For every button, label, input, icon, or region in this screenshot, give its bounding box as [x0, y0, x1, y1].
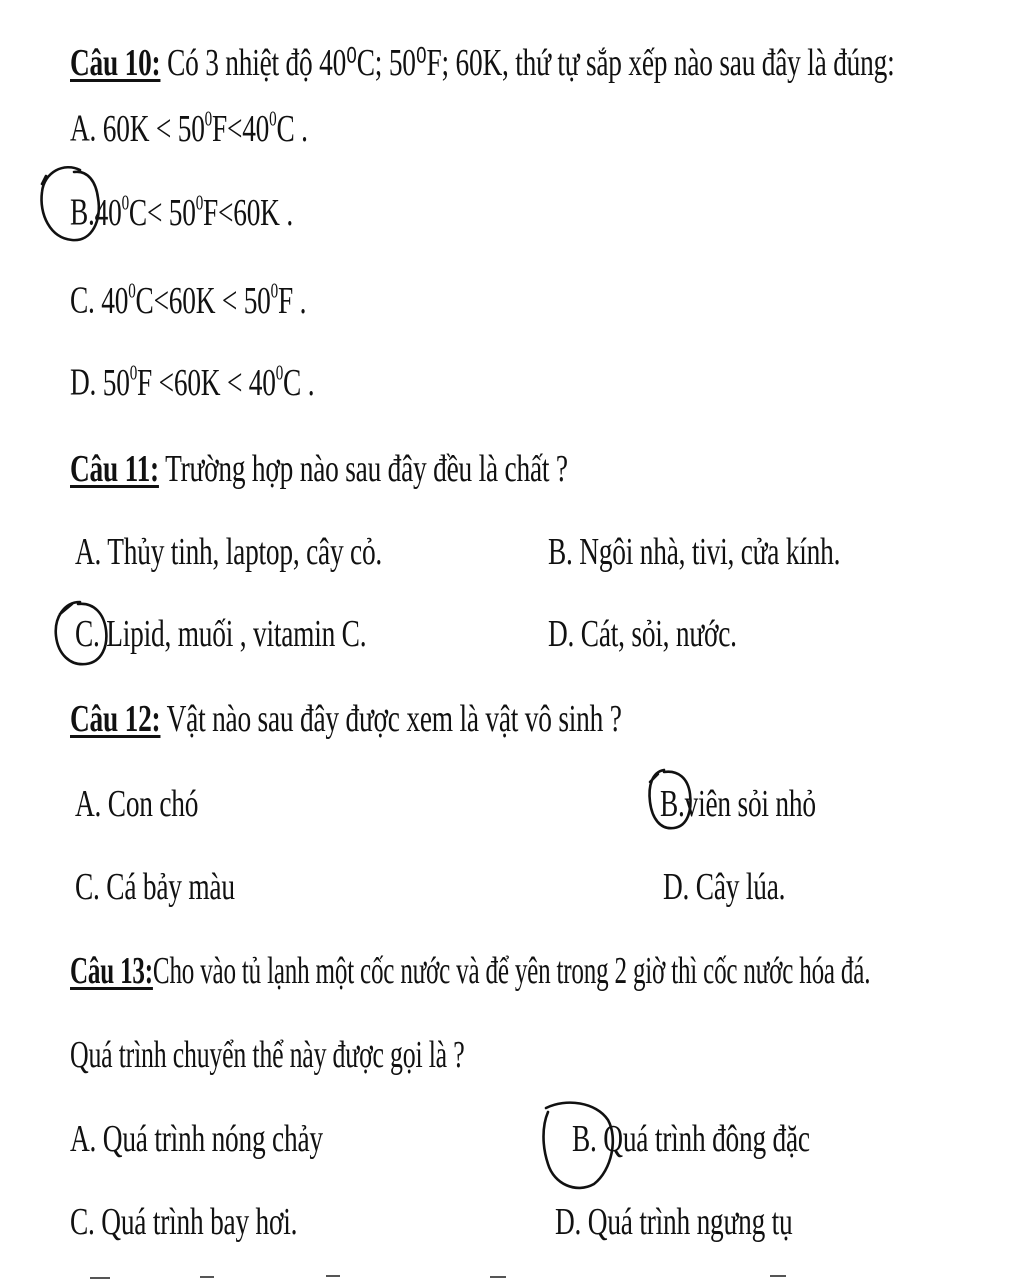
- question-13-label: Câu 13:: [70, 950, 153, 992]
- question-10-option-d: [70, 362, 314, 402]
- option-text: Quá trình nóng chảy: [102, 1118, 323, 1160]
- question-11-label: Câu 11:: [70, 448, 159, 490]
- option-letter: B.: [548, 531, 573, 573]
- option-text: Lipid, muối , vitamin C.: [106, 613, 367, 655]
- option-letter: A.: [75, 783, 102, 825]
- option-letter: C.: [75, 613, 100, 655]
- option-text: Quá trình bay hơi.: [101, 1201, 298, 1243]
- question-12-option-a: [75, 785, 198, 823]
- question-11: [70, 450, 568, 488]
- option-text: Cá bảy màu: [106, 866, 235, 908]
- cut-off-text-edge: [0, 1272, 1024, 1280]
- question-10-option-a: [70, 108, 308, 148]
- question-10-option-b: [70, 192, 293, 232]
- question-10: [70, 44, 894, 82]
- option-letter: C.: [70, 1201, 95, 1243]
- question-12-option-b: [660, 785, 816, 823]
- question-13: [70, 952, 870, 990]
- question-13-option-b: [572, 1120, 810, 1158]
- option-formula: $50^0F <60K < 40^0C$ .: [102, 360, 315, 404]
- question-12: [70, 700, 622, 738]
- option-letter: C.: [70, 279, 95, 322]
- option-text: Cát, sỏi, nước.: [580, 613, 737, 655]
- option-letter: A.: [75, 531, 102, 573]
- option-letter: D.: [663, 866, 690, 908]
- option-letter: B.: [572, 1118, 597, 1160]
- question-12-option-c: [75, 868, 235, 906]
- option-text: Quá trình đông đặc: [603, 1118, 810, 1160]
- question-11-option-c: [75, 615, 366, 653]
- option-letter: D.: [555, 1201, 582, 1243]
- option-text: Con chó: [107, 783, 199, 825]
- question-12-label: Câu 12:: [70, 698, 161, 740]
- question-10-text: Có 3 nhiệt độ 40⁰C; 50⁰F; 60K, thứ tự sắp xếp nào sau đây là đúng:: [167, 42, 895, 84]
- question-13-option-d: [555, 1203, 793, 1241]
- option-letter: D.: [70, 361, 97, 404]
- question-11-option-b: [548, 533, 840, 571]
- question-10-label: Câu 10:: [70, 42, 161, 84]
- option-text: Ngôi nhà, tivi, cửa kính.: [579, 531, 841, 573]
- option-text: Thủy tinh, laptop, cây cỏ.: [107, 531, 383, 573]
- question-12-text: Vật nào sau đây được xem là vật vô sinh ?: [166, 698, 622, 740]
- option-letter: C.: [75, 866, 100, 908]
- question-11-option-d: [548, 615, 737, 653]
- option-formula: $40^0C< 50^0F<60K$ .: [94, 190, 293, 234]
- option-text: Cây lúa.: [695, 866, 786, 908]
- option-letter: D.: [548, 613, 575, 655]
- question-13-line2: [70, 1036, 464, 1074]
- option-formula: $40^0C<60K < 50^0F$ .: [101, 278, 307, 322]
- option-letter: B.: [70, 191, 95, 234]
- question-13-text-line1: Cho vào tủ lạnh một cốc nước và để yên trong 2 giờ thì cốc nước hóa đá.: [152, 950, 871, 992]
- question-11-text: Trường hợp nào sau đây đều là chất ?: [165, 448, 568, 490]
- question-13-text-line2: Quá trình chuyển thể này được gọi là ?: [70, 1034, 465, 1076]
- question-13-option-c: [70, 1203, 297, 1241]
- question-11-option-a: [75, 533, 382, 571]
- question-12-option-d: [663, 868, 785, 906]
- option-text: Quá trình ngưng tụ: [587, 1201, 793, 1243]
- question-10-option-c: [70, 280, 306, 320]
- option-letter: A.: [70, 1118, 97, 1160]
- question-13-option-a: [70, 1120, 323, 1158]
- option-formula: $60K < 50^0F<40^0C$ .: [102, 106, 308, 150]
- option-letter: B.: [660, 783, 685, 825]
- option-text: viên sỏi nhỏ: [684, 783, 816, 825]
- option-letter: A.: [70, 107, 97, 150]
